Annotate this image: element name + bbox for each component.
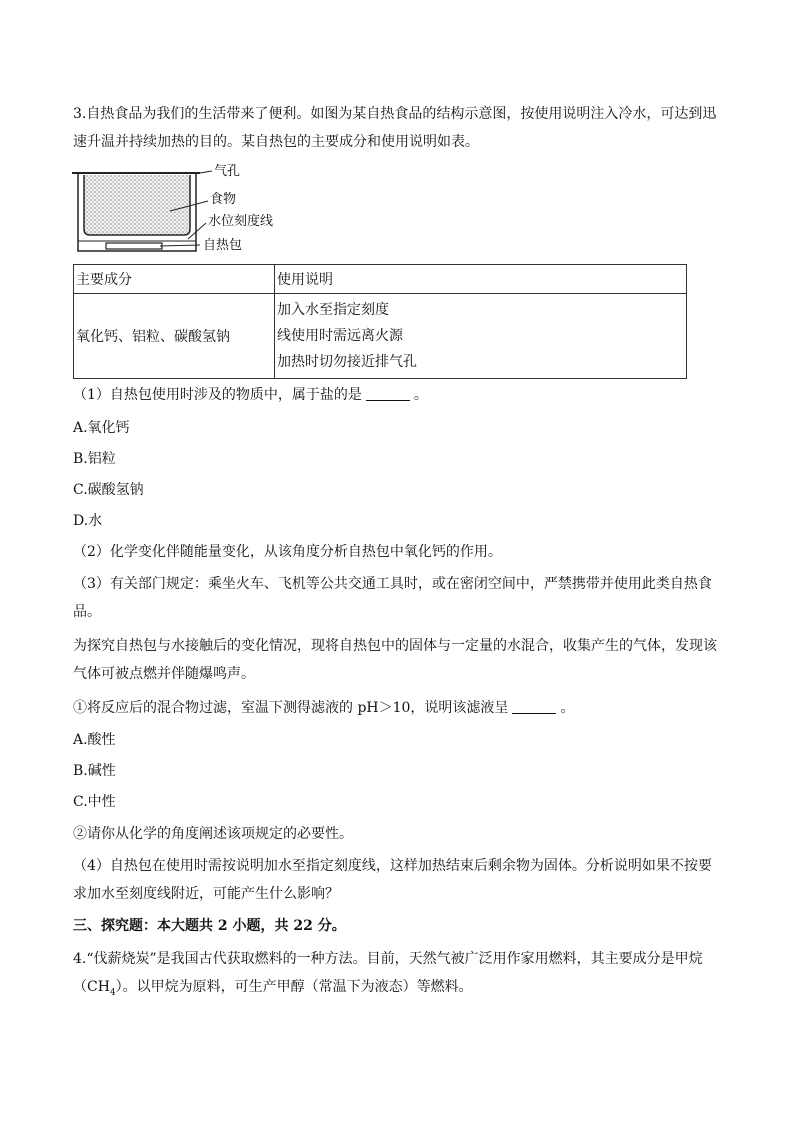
label-vent: 气孔 bbox=[214, 164, 241, 179]
sub1-option-a: A.酸性 bbox=[73, 732, 116, 748]
q3-intro-line1: 3.自热食品为我们的生活带来了便利。如图为某自热食品的结构示意图，按使用说明注入冷水，可达到迅 bbox=[73, 106, 717, 122]
header-instructions: 使用说明 bbox=[275, 265, 687, 294]
q4-part-line2: 求加水至刻度线附近，可能产生什么影响？ bbox=[73, 886, 339, 902]
food-bowl bbox=[84, 175, 190, 235]
label-heat-pack: 自热包 bbox=[203, 238, 243, 253]
header-ingredients: 主要成分 bbox=[74, 265, 275, 294]
q3-line1: （3）有关部门规定：乘坐火车、飞机等公共交通工具时，或在密闭空间中，严禁携带并使用此类自热食 bbox=[73, 576, 712, 592]
instruction-line: 线使用时需远离火源 bbox=[277, 328, 403, 344]
instruction-line: 加入水至指定刻度 bbox=[277, 302, 389, 318]
q1-option-c: C.碳酸氢钠 bbox=[73, 482, 144, 498]
explore-line1: 为探究自热包与水接触后的变化情况，现将自热包中的固体与一定量的水混合，收集产生的气体，发现该 bbox=[73, 638, 717, 654]
explore-line2: 气体可被点燃并伴随爆鸣声。 bbox=[73, 666, 255, 682]
q1-option-b: B.铝粒 bbox=[73, 451, 116, 467]
q3-line2: 品。 bbox=[73, 604, 101, 620]
q1-option-d: D.水 bbox=[73, 513, 103, 529]
table-row bbox=[74, 294, 687, 379]
self-heating-food-diagram bbox=[70, 163, 310, 258]
sub1-option-c: C.中性 bbox=[73, 794, 116, 810]
q1-stem: （1）自热包使用时涉及的物质中，属于盐的是 。 bbox=[73, 387, 428, 403]
answer-blank bbox=[512, 701, 556, 714]
question4-line2: $(CH_4)$。以甲烷为原料，可生产甲醇（常温下为液态）等燃料。 bbox=[73, 979, 473, 998]
instruction-line: 加热时切勿接近排气孔 bbox=[277, 354, 417, 370]
sub1-stem: ①将反应后的混合物过滤，室温下测得滤液的 pH＞10，说明该滤液呈 。 bbox=[73, 700, 575, 716]
section-title: 三、探究题：本大题共 2 小题，共 22 分。 bbox=[73, 918, 346, 934]
heat-pack bbox=[106, 243, 162, 249]
sub1-option-b: B.碱性 bbox=[73, 763, 116, 779]
ingredients-instructions-table bbox=[73, 264, 687, 379]
table-header-row bbox=[74, 265, 687, 294]
question4-line1: 4.“伐薪烧炭”是我国古代获取燃料的一种方法。目前，天然气被广泛用作家用燃料，其主要成分是甲烷 bbox=[73, 951, 703, 967]
answer-blank bbox=[366, 388, 410, 401]
label-food: 食物 bbox=[210, 192, 237, 207]
cell-ingredients: 氧化钙、铝粒、碳酸氢钠 bbox=[74, 294, 275, 379]
cell-instructions bbox=[275, 294, 687, 379]
q2-text: （2）化学变化伴随能量变化，从该角度分析自热包中氧化钙的作用。 bbox=[73, 544, 502, 560]
q1-option-a: A.氧化钙 bbox=[73, 420, 130, 436]
label-water-line: 水位刻度线 bbox=[208, 214, 274, 229]
q3-intro-line2: 速升温并持续加热的目的。某自热包的主要成分和使用说明如表。 bbox=[73, 134, 479, 150]
sub2-text: ②请你从化学的角度阐述该项规定的必要性。 bbox=[73, 826, 353, 842]
q4-part-line1: （4）自热包在使用时需按说明加水至指定刻度线，这样加热结束后剩余物为固体。分析说明如果不按要 bbox=[73, 858, 712, 874]
